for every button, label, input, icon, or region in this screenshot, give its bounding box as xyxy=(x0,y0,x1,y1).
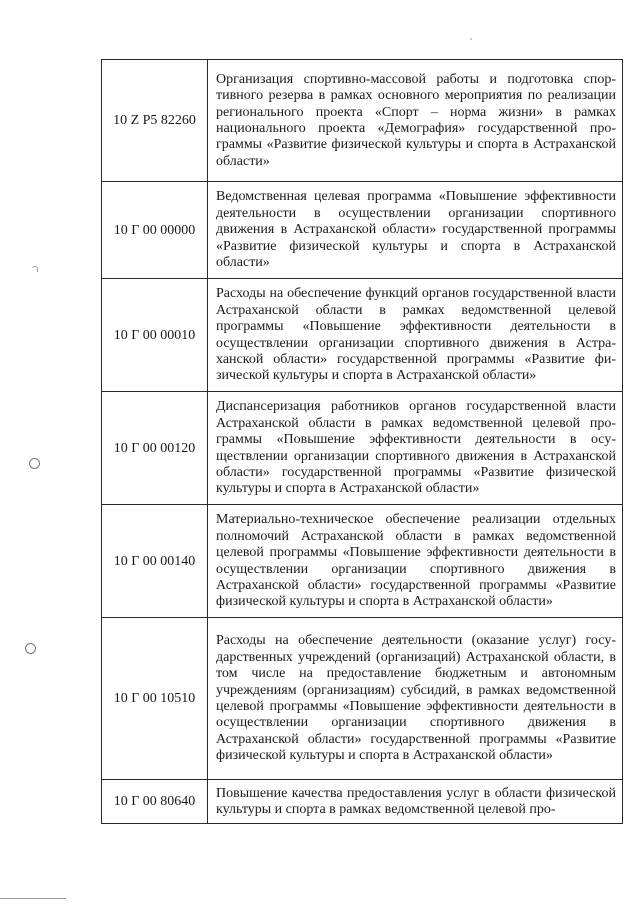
budget-code-cell: 10 Г 00 00140 xyxy=(102,505,208,618)
table-row xyxy=(102,618,623,780)
table-row xyxy=(102,60,623,182)
budget-code-cell: 10 Г 00 00010 xyxy=(102,279,208,392)
description-cell: Диспансеризация работников органов государственной власти Астраханской области в рамках ведомственной целевой программы «Повышение эффективности деятельности в осуществлении организации спортивного движения в Астраханской области» государственной программы «Развитие физической культуры и спорта в Астраханской области» xyxy=(208,392,623,505)
table-row xyxy=(102,780,623,824)
description-cell: Повышение качества предоставления услуг в области физической культуры и спорта в рамках ведомственной целевой про- xyxy=(208,780,623,824)
description-cell: Ведомственная целевая программа «Повышение эффективности деятельности в осуществлении организации спортивного движения в Астраханской области» государственной программы «Развитие физической культуры и спорта в Астраханской области» xyxy=(208,182,623,279)
budget-code-table xyxy=(101,59,623,824)
budget-code-cell: 10 Z P5 82260 xyxy=(102,60,208,182)
scan-speck xyxy=(470,38,472,40)
binder-hole-mark xyxy=(25,643,36,654)
table-row xyxy=(102,182,623,279)
budget-code-cell: 10 Г 00 10510 xyxy=(102,618,208,780)
table-row xyxy=(102,505,623,618)
description-cell: Расходы на обеспечение функций органов государственной власти Астраханской области в рамках ведомственной целевой программы «Повышение эффективности деятельности в осуществлении организации спортивного движения в Астраханской области» государственной программы «Развитие физической культуры и спорта в Астраханской области» xyxy=(208,279,623,392)
budget-code-cell: 10 Г 00 00000 xyxy=(102,182,208,279)
description-cell: Материально-техническое обеспечение реализации отдельных полномочий Астраханской области в рамках ведомственной целевой программы «Повышение эффективности деятельности в осуществлении организации спортивного движения в Астраханской области» государственной программы «Развитие физической культуры и спорта в Астраханской области» xyxy=(208,505,623,618)
table-row xyxy=(102,392,623,505)
description-cell: Организация спортивно-массовой работы и подготовка спортивного резерва в рамках основного мероприятия по реализации регионального проекта «Спорт – норма жизни» в рамках национального проекта «Демография» государственной программы «Развитие физической культуры и спорта в Астраханской области» xyxy=(208,60,623,182)
binder-hole-mark xyxy=(29,458,40,469)
scan-edge-line xyxy=(0,898,66,899)
table-row xyxy=(102,279,623,392)
budget-code-cell: 10 Г 00 00120 xyxy=(102,392,208,505)
description-cell: Расходы на обеспечение деятельности (оказание услуг) государственных учреждений (организаций) Астраханской области, в том числе на предоставление бюджетным и автономным учреждениям (организациям) субсидий, в рамках ведомственной целевой программы «Повышение эффективности деятельности в осуществлении организации спортивного движения в Астраханской области» государственной программы «Развитие физической культуры и спорта в Астраханской области» xyxy=(208,618,623,780)
scan-mark xyxy=(32,266,38,272)
budget-code-cell: 10 Г 00 80640 xyxy=(102,780,208,824)
